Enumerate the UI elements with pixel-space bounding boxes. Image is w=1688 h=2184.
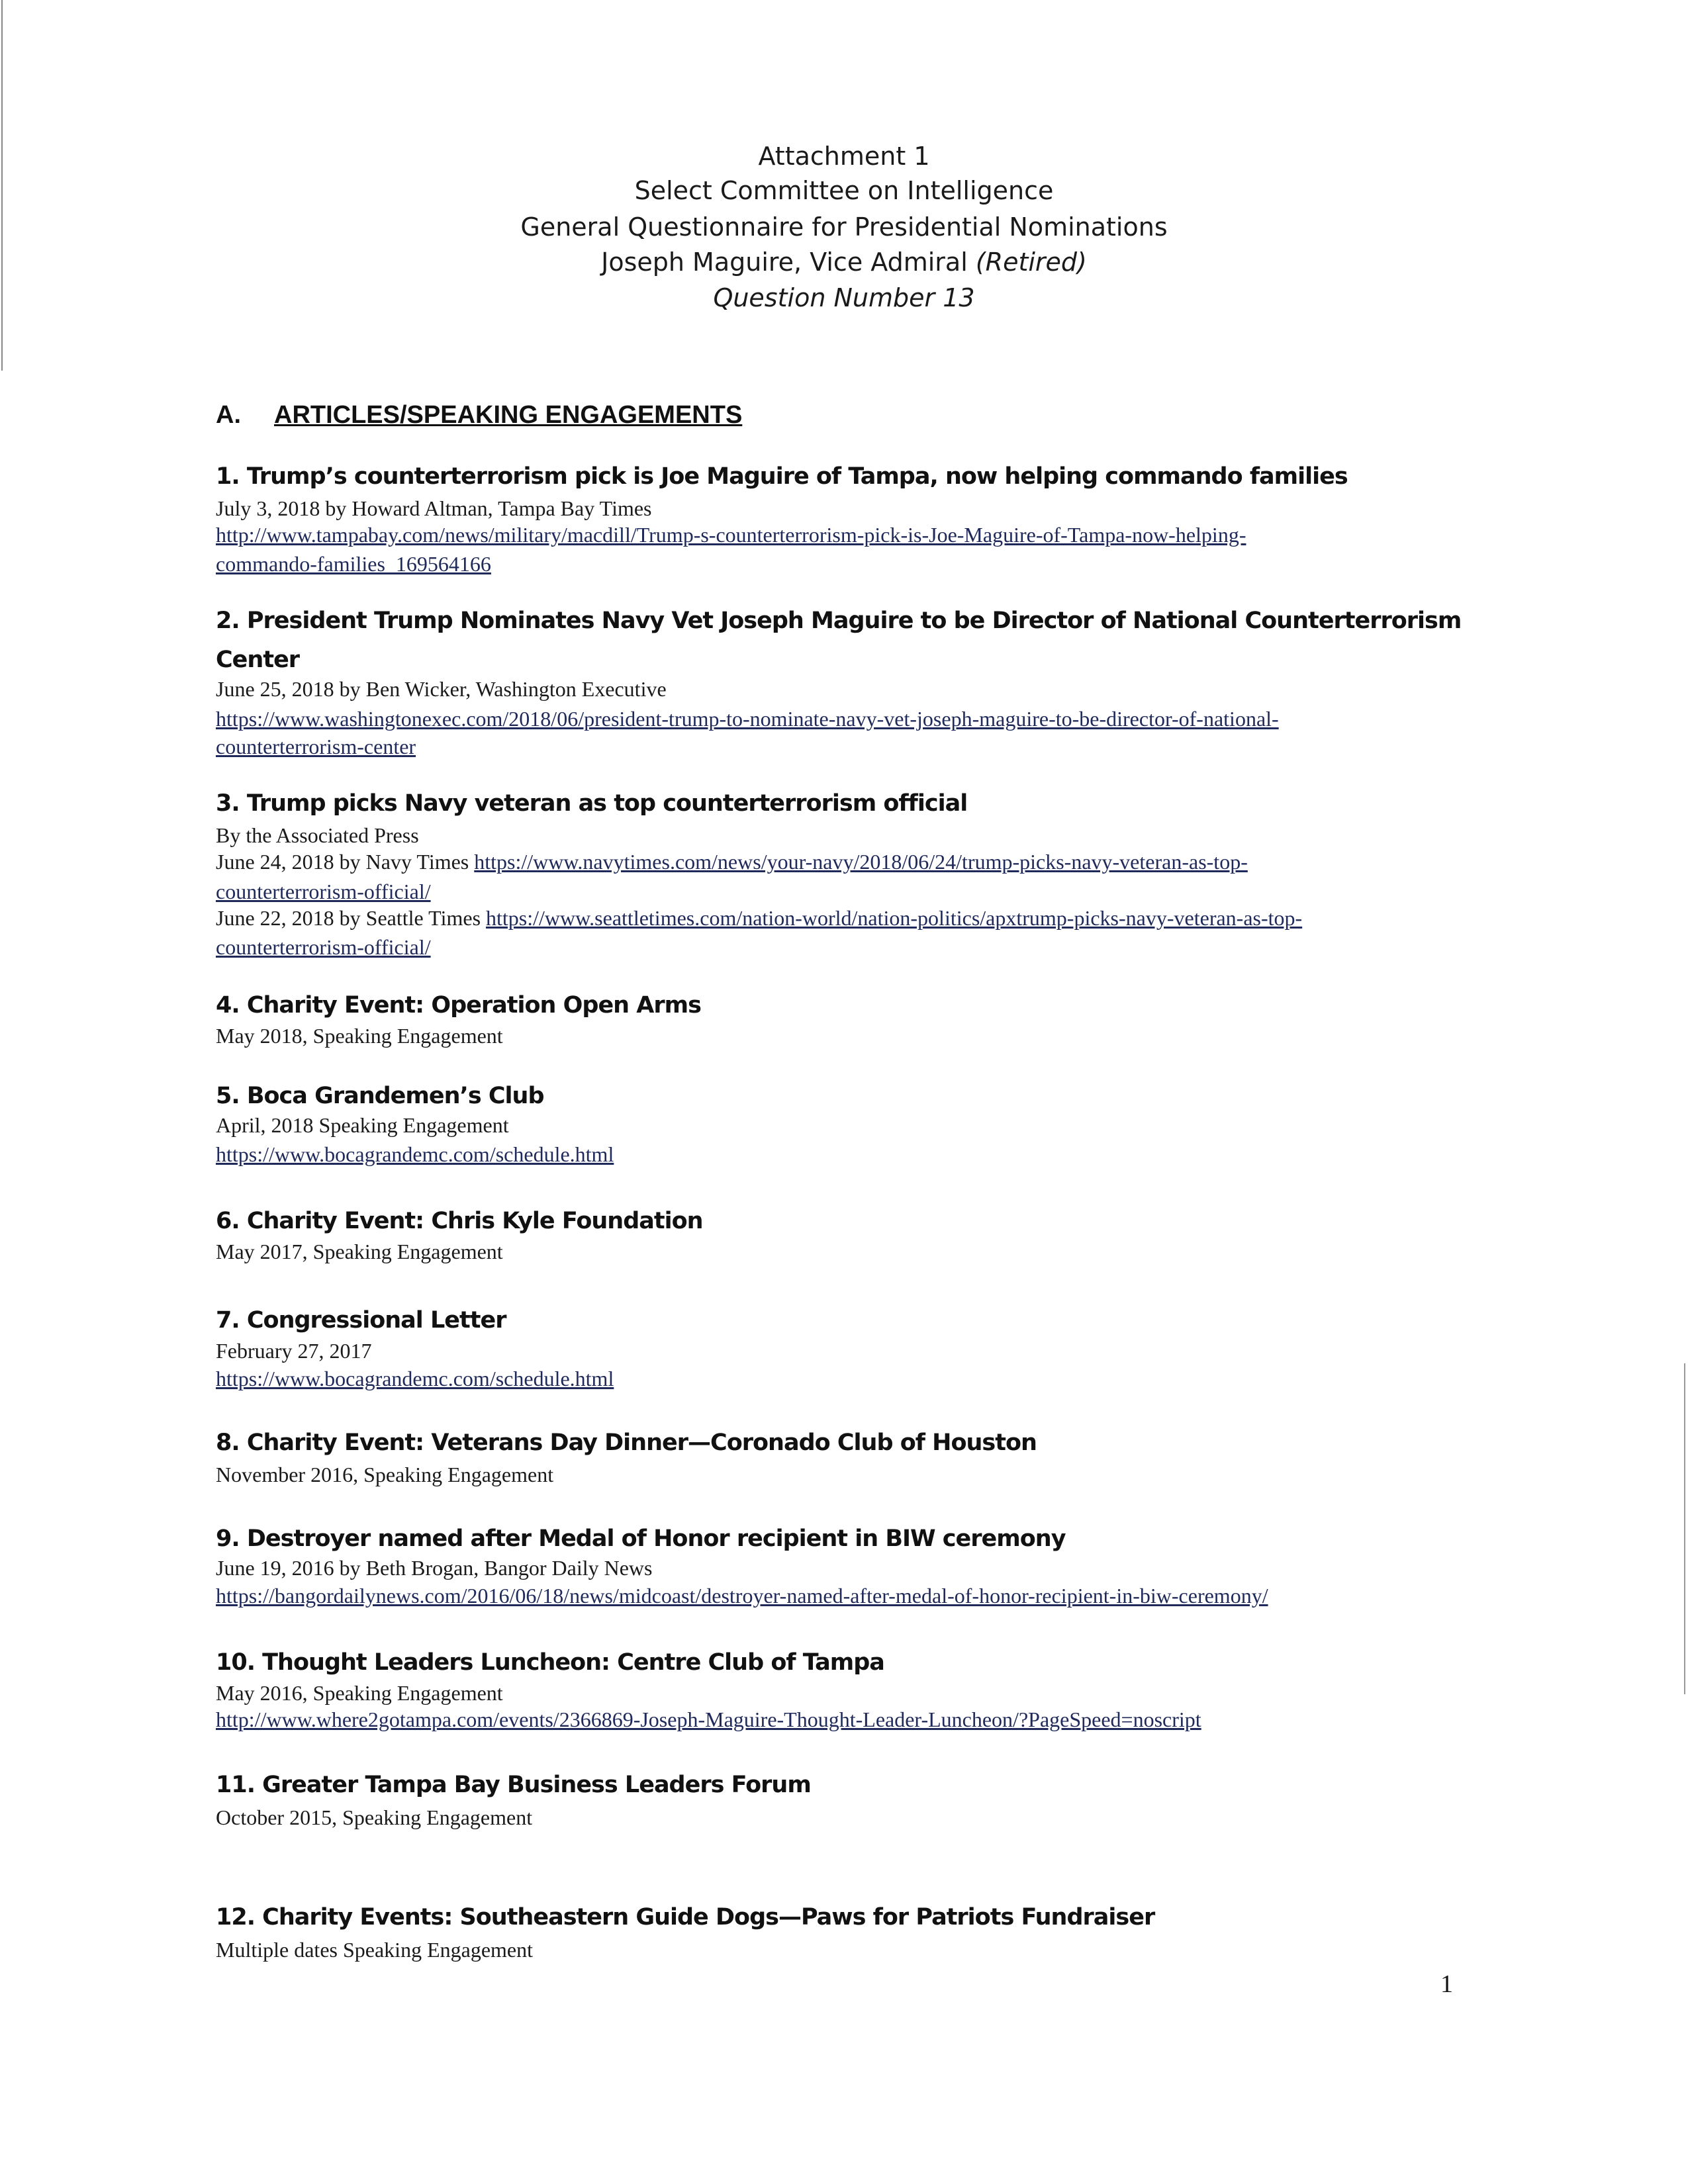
item-meta: April, 2018 Speaking Engagement <box>216 1113 509 1137</box>
item-heading: 9. Destroyer named after Medal of Honor recipient in BIW ceremony <box>216 1525 1066 1552</box>
nominee-name-text: Joseph Maguire, Vice Admiral <box>601 248 976 277</box>
section-heading <box>216 399 743 431</box>
attachment-label: Attachment 1 <box>758 142 930 171</box>
source-label: June 24, 2018 by Navy Times <box>216 850 475 874</box>
item-link[interactable]: http://www.tampabay.com/news/military/macdill/Trump-s-counterterrorism-pick-is-Joe-Maguire-of-Tampa-now-helping- <box>216 523 1246 547</box>
item-heading: 1. Trump’s counterterrorism pick is Joe Maguire of Tampa, now helping commando families <box>216 463 1348 490</box>
item-meta: November 2016, Speaking Engagement <box>216 1463 554 1486</box>
item-heading: 3. Trump picks Navy veteran as top counterterrorism official <box>216 790 968 817</box>
retired-label: (Retired) <box>975 248 1087 277</box>
item-source-line <box>216 905 1302 931</box>
item-link-continued[interactable]: counterterrorism-official/ <box>216 935 431 959</box>
section-letter: A. <box>216 401 241 429</box>
item-heading: 12. Charity Events: Southeastern Guide Dogs—Paws for Patriots Fundraiser <box>216 1904 1155 1931</box>
item-meta: May 2017, Speaking Engagement <box>216 1240 503 1263</box>
item-meta: July 3, 2018 by Howard Altman, Tampa Bay Times <box>216 496 652 520</box>
item-heading: 4. Charity Event: Operation Open Arms <box>216 992 701 1019</box>
item-link[interactable]: https://www.seattletimes.com/nation-world/nation-politics/apxtrump-picks-navy-veteran-as-top- <box>486 906 1303 930</box>
item-meta: Multiple dates Speaking Engagement <box>216 1938 533 1962</box>
scan-edge-artifact <box>1684 1363 1685 1694</box>
questionnaire-title: General Questionnaire for Presidential Nominations <box>520 212 1168 242</box>
item-heading: 11. Greater Tampa Bay Business Leaders Forum <box>216 1772 811 1798</box>
item-heading: 7. Congressional Letter <box>216 1307 506 1334</box>
page-number: 1 <box>1440 1970 1453 1998</box>
committee-name: Select Committee on Intelligence <box>634 176 1054 205</box>
item-link[interactable]: https://www.washingtonexec.com/2018/06/president-trump-to-nominate-navy-vet-joseph-maguire-to-be-director-of-national- <box>216 707 1279 731</box>
item-meta: February 27, 2017 <box>216 1339 372 1363</box>
item-heading: 2. President Trump Nominates Navy Vet Joseph Maguire to be Director of National Counterterrorism <box>216 608 1462 634</box>
item-heading-continued: Center <box>216 647 300 673</box>
item-heading: 5. Boca Grandemen’s Club <box>216 1083 544 1109</box>
item-meta: October 2015, Speaking Engagement <box>216 1805 533 1829</box>
item-meta: By the Associated Press <box>216 823 419 847</box>
item-link[interactable]: http://www.where2gotampa.com/events/2366869-Joseph-Maguire-Thought-Leader-Luncheon/?PageSpeed=noscript <box>216 1707 1201 1731</box>
item-link[interactable]: https://bangordailynews.com/2016/06/18/news/midcoast/destroyer-named-after-medal-of-honor-recipient-in-biw-ceremony/ <box>216 1584 1268 1608</box>
section-title: ARTICLES/SPEAKING ENGAGEMENTS <box>274 401 743 429</box>
item-meta: May 2016, Speaking Engagement <box>216 1681 503 1705</box>
item-meta: May 2018, Speaking Engagement <box>216 1024 503 1048</box>
item-heading: 6. Charity Event: Chris Kyle Foundation <box>216 1208 703 1234</box>
item-heading: 10. Thought Leaders Luncheon: Centre Club of Tampa <box>216 1649 884 1676</box>
item-source-line <box>216 848 1248 875</box>
nominee-name <box>0 246 1688 279</box>
item-link[interactable]: https://www.navytimes.com/news/your-navy/2018/06/24/trump-picks-navy-veteran-as-top- <box>474 850 1248 874</box>
item-link-continued[interactable]: commando-families_169564166 <box>216 552 491 576</box>
item-meta: June 19, 2016 by Beth Brogan, Bangor Daily News <box>216 1556 653 1580</box>
question-number: Question Number 13 <box>713 283 975 312</box>
item-meta: June 25, 2018 by Ben Wicker, Washington Executive <box>216 677 667 701</box>
item-link[interactable]: https://www.bocagrandemc.com/schedule.html <box>216 1367 614 1390</box>
item-heading: 8. Charity Event: Veterans Day Dinner—Coronado Club of Houston <box>216 1430 1037 1456</box>
item-link-continued[interactable]: counterterrorism-center <box>216 735 416 758</box>
source-label: June 22, 2018 by Seattle Times <box>216 906 487 930</box>
item-link[interactable]: https://www.bocagrandemc.com/schedule.html <box>216 1142 614 1166</box>
item-link-continued[interactable]: counterterrorism-official/ <box>216 880 431 903</box>
